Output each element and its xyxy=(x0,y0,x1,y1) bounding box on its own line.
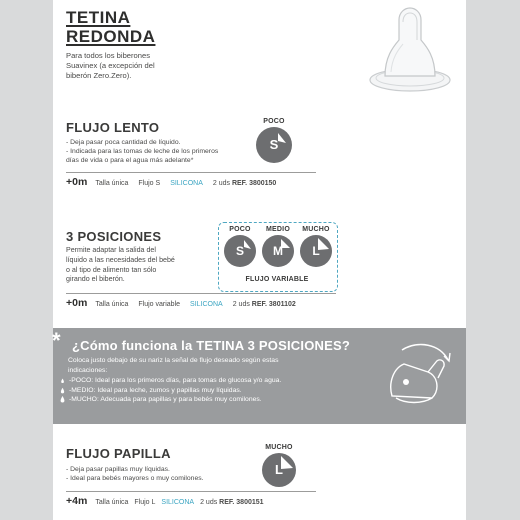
desc-line: Permite adaptar la salida del xyxy=(66,246,156,254)
band-item-text: -MUCHO: Adecuada para papillas y para bebés muy comilones. xyxy=(69,396,262,403)
divider xyxy=(66,293,336,294)
band-list xyxy=(60,376,370,405)
product-row-lento xyxy=(66,176,276,188)
band-intro-line: indicaciones: xyxy=(68,366,108,374)
flow-drop-icon xyxy=(256,127,292,163)
asterisk-mark: * xyxy=(52,328,61,353)
nipple-product-image xyxy=(355,2,465,97)
flujo-lento-desc xyxy=(66,138,218,165)
badge-letter: S xyxy=(269,137,279,152)
badge-label: MUCHO xyxy=(265,444,293,451)
flow-badge-medio xyxy=(260,226,296,267)
band-item-text: -MEDIO: Ideal para leche, zumos y papillas muy líquidas. xyxy=(69,386,242,394)
badge-letter: L xyxy=(312,244,320,258)
tres-posiciones-desc xyxy=(66,246,175,285)
flow-drop-icon xyxy=(262,235,294,267)
product-row-tres xyxy=(66,297,296,309)
units-label: 2 uds xyxy=(212,180,230,187)
band-intro-line: Coloca justo debajo de su nariz la señal de flujo deseado según estas xyxy=(68,357,279,364)
flow-drop-icon xyxy=(224,235,256,267)
desc-line: líquido a las necesidades del bebé xyxy=(66,255,175,264)
band-item-text: -POCO: Ideal para los primeros días, para tomas de glucosa y/o agua. xyxy=(69,377,282,384)
flujo-papilla-desc xyxy=(66,465,204,483)
bullet: - Ideal para bebés mayores o muy comilones. xyxy=(66,475,204,482)
band-title: ¿Cómo funciona la TETINA 3 POSICIONES? xyxy=(72,338,350,353)
material-label: SILICONA xyxy=(161,499,195,506)
divider xyxy=(66,491,316,492)
divider xyxy=(66,172,316,173)
badge-letter: S xyxy=(235,244,244,258)
tres-posiciones-title: 3 POSICIONES xyxy=(66,229,162,244)
bullet: - Indicada para las tomas de leche de los primeros xyxy=(66,148,219,155)
bullet: días de vida o para el agua más adelante* xyxy=(66,157,194,164)
bullet: - Deja pasar poca cantidad de líquido. xyxy=(66,139,181,146)
ref-label: REF. 3800150 xyxy=(231,180,277,187)
size-label: Talla única xyxy=(95,180,129,187)
size-label: Talla única xyxy=(95,499,129,506)
bottle-rotation-icon xyxy=(382,338,458,408)
flow-badge-poco xyxy=(254,118,294,163)
badge-label: POCO xyxy=(263,118,285,125)
material-label: SILICONA xyxy=(190,301,223,308)
flow-label: Flujo S xyxy=(138,180,161,187)
material-label: SILICONA xyxy=(170,180,203,187)
units-label: 2 uds xyxy=(200,499,218,506)
drop-small-icon xyxy=(60,377,65,384)
intro-line: Para todos los biberones xyxy=(66,51,151,60)
badge-letter: L xyxy=(275,462,283,477)
units-label: 2 uds xyxy=(232,301,250,308)
bullet: - Deja pasar papillas muy líquidas. xyxy=(66,466,170,473)
age-label: +4m xyxy=(66,495,88,507)
flow-drop-icon xyxy=(300,235,332,267)
flow-badge-mucho xyxy=(258,444,300,487)
intro-line: biberón Zero.Zero). xyxy=(66,71,132,80)
ref-label: REF. 3801102 xyxy=(251,301,296,308)
flow-badge-mucho xyxy=(298,226,334,267)
variable-flow-label: FLUJO VARIABLE xyxy=(245,276,309,283)
flow-drop-icon xyxy=(262,453,296,487)
age-label: +0m xyxy=(66,176,88,188)
product-row-papilla xyxy=(66,495,264,507)
badge-letter: M xyxy=(273,244,283,258)
title-line1: TETINA xyxy=(66,8,131,27)
desc-line: o al tipo de alimento tan sólo xyxy=(66,265,157,274)
flujo-papilla-title: FLUJO PAPILLA xyxy=(66,446,171,461)
badge-label: MUCHO xyxy=(302,226,330,233)
title-line2: REDONDA xyxy=(66,27,156,46)
band-item-poco xyxy=(60,376,370,386)
desc-line: girando el biberón. xyxy=(66,275,125,284)
drop-medium-icon xyxy=(60,387,65,394)
band-item-mucho xyxy=(60,395,370,405)
flow-label: Flujo L xyxy=(134,499,156,506)
age-label: +0m xyxy=(66,297,88,309)
size-label: Talla única xyxy=(95,301,129,308)
band-intro xyxy=(68,356,368,375)
badge-label: MEDIO xyxy=(266,226,290,233)
flow-badge-poco xyxy=(222,226,258,267)
intro-text xyxy=(66,51,155,81)
badge-label: POCO xyxy=(229,226,251,233)
intro-line: Suavinex (a excepción del xyxy=(66,61,155,70)
band-item-medio xyxy=(60,386,370,396)
flow-label: Flujo variable xyxy=(138,301,181,308)
flujo-lento-title: FLUJO LENTO xyxy=(66,120,160,135)
ref-label: REF. 3800151 xyxy=(219,499,264,506)
drop-large-icon xyxy=(60,396,65,403)
